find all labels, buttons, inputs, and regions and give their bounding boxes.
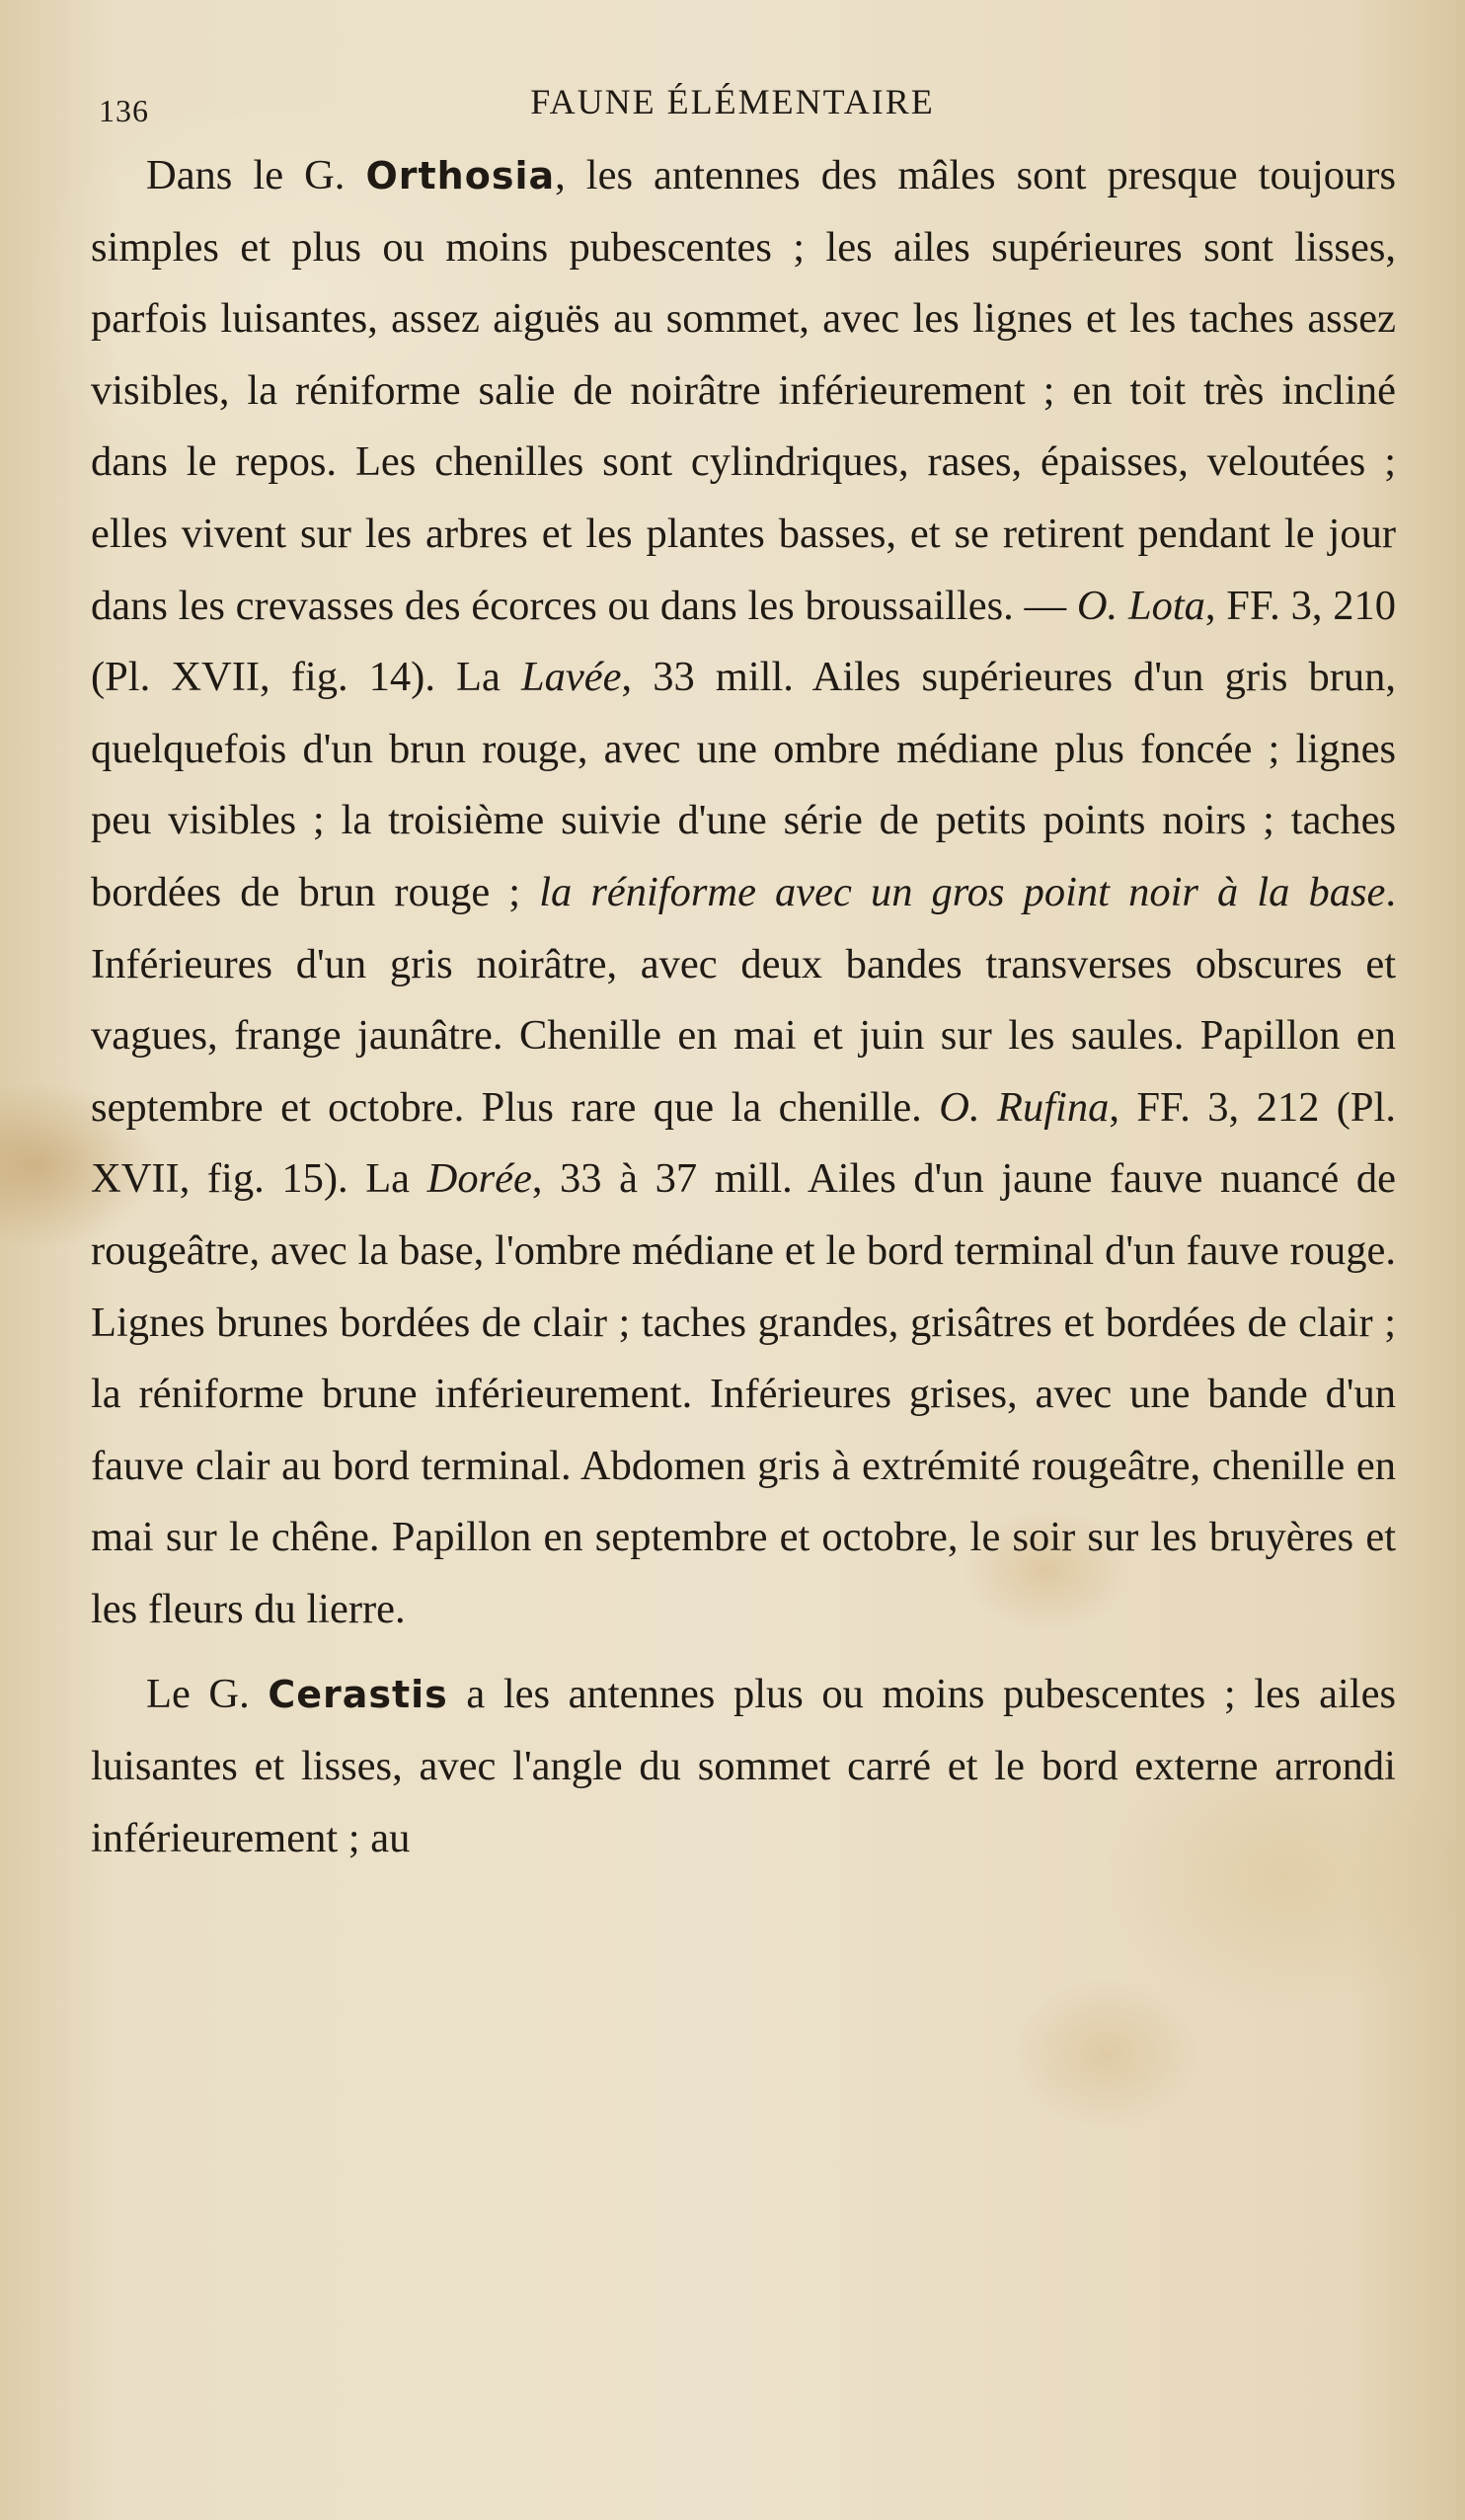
text-run: Dans le G.: [146, 152, 366, 198]
text-run: , 33 à 37 mill. Ailes d'un jaune fauve nuancé de rougeâtre, avec la base, l'ombre médiane et le bord terminal d'un fauve rouge. Lignes brunes bordées de clair ; taches grandes, grisâtres et bordées de clair ; la réniforme brune inférieurement. Inférieures grises, avec une bande d'un fauve clair au bord terminal. Abdomen gris à extrémité rougeâtre, chenille en mai sur le chêne. Papillon en septembre et octobre, le soir sur les bruyères et les fleurs du lierre.: [91, 1155, 1396, 1632]
text-run: , FF. 3, 212 (Pl. XVII, fig. 15). La: [91, 1083, 1397, 1203]
text-run: , FF. 3, 210 (Pl. XVII, fig. 14). La: [91, 582, 1396, 701]
italic-text: O. Rufina: [939, 1083, 1110, 1131]
italic-text: Dorée: [426, 1155, 532, 1203]
body-text: [91, 140, 1396, 1874]
text-run: Le G.: [146, 1671, 269, 1718]
genus-name: Cerastis: [268, 1673, 448, 1717]
paragraph-orthosia: [91, 140, 1396, 1645]
paragraph-cerastis: [91, 1659, 1396, 1874]
page-number: 136: [99, 93, 149, 128]
running-title: FAUNE ÉLÉMENTAIRE: [530, 82, 935, 121]
page-header: [59, 71, 1406, 130]
italic-text: O. Lota: [1076, 582, 1205, 629]
italic-text: Lavée: [520, 654, 622, 701]
text-run: . Inférieures d'un gris noirâtre, avec deux bandes transverses obscures et vagues, frange jaunâtre. Chenille en mai et juin sur les saules. Papillon en septembre et octobre. Plus rare que la chenille.: [91, 868, 1397, 1131]
italic-text: la réniforme avec un gros point noir à la base: [539, 868, 1386, 915]
text-run: a les antennes plus ou moins pubescentes ; les ailes luisantes et lisses, avec l'angle du sommet carré et le bord externe arrondi inférieurement ; au: [91, 1671, 1396, 1861]
text-run: , 33 mill. Ailes supérieures d'un gris brun, quelquefois d'un brun rouge, avec une ombre médiane plus foncée ; lignes peu visibles ; la troisième suivie d'une série de petits points noirs ; taches bordées de brun rouge ;: [91, 654, 1396, 915]
text-run: , les antennes des mâles sont presque toujours simples et plus ou moins pubescentes ; les ailes supérieures sont lisses, parfois luisantes, assez aiguës au sommet, avec les lignes et les taches assez visibles, la réniforme salie de noirâtre inférieurement ; en toit très incliné dans le repos. Les chenilles sont cylindriques, rases, épaisses, veloutées ; elles vivent sur les arbres et les plantes basses, et se retirent pendant le jour dans les crevasses des écorces ou dans les broussailles. —: [91, 152, 1396, 629]
genus-name: Orthosia: [365, 154, 556, 197]
